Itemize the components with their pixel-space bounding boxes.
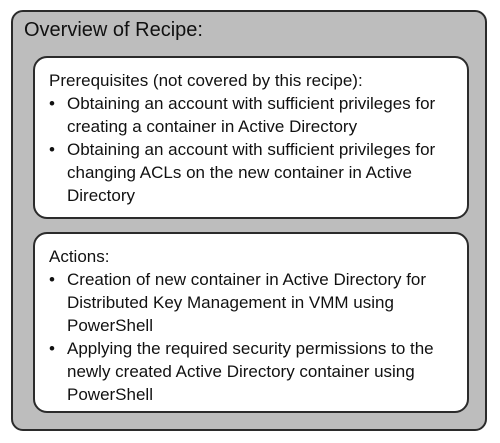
- prerequisites-panel: [33, 56, 469, 219]
- prerequisites-heading: Prerequisites (not covered by this recipe):: [49, 71, 363, 90]
- list-item-text: Applying the required security permissions to the newly created Active Directory container using PowerShell: [67, 339, 434, 404]
- recipe-overview-box: [11, 10, 487, 431]
- actions-heading: Actions:: [49, 247, 110, 266]
- prerequisites-list: [49, 92, 453, 207]
- bullet-icon: •: [49, 270, 55, 289]
- list-item-text: Obtaining an account with sufficient privileges for creating a container in Active Directory: [67, 94, 436, 136]
- list-item: [49, 268, 453, 337]
- list-item: [49, 337, 453, 406]
- list-item-text: Creation of new container in Active Directory for Distributed Key Management in VMM using PowerShell: [67, 270, 427, 335]
- actions-list: [49, 268, 453, 406]
- actions-panel: [33, 232, 469, 413]
- bullet-icon: •: [49, 140, 55, 159]
- bullet-icon: •: [49, 339, 55, 358]
- overview-title: Overview of Recipe:: [24, 19, 203, 41]
- bullet-icon: •: [49, 94, 55, 113]
- list-item: [49, 92, 453, 138]
- list-item: [49, 138, 453, 207]
- list-item-text: Obtaining an account with sufficient privileges for changing ACLs on the new container in Active Directory: [67, 140, 436, 205]
